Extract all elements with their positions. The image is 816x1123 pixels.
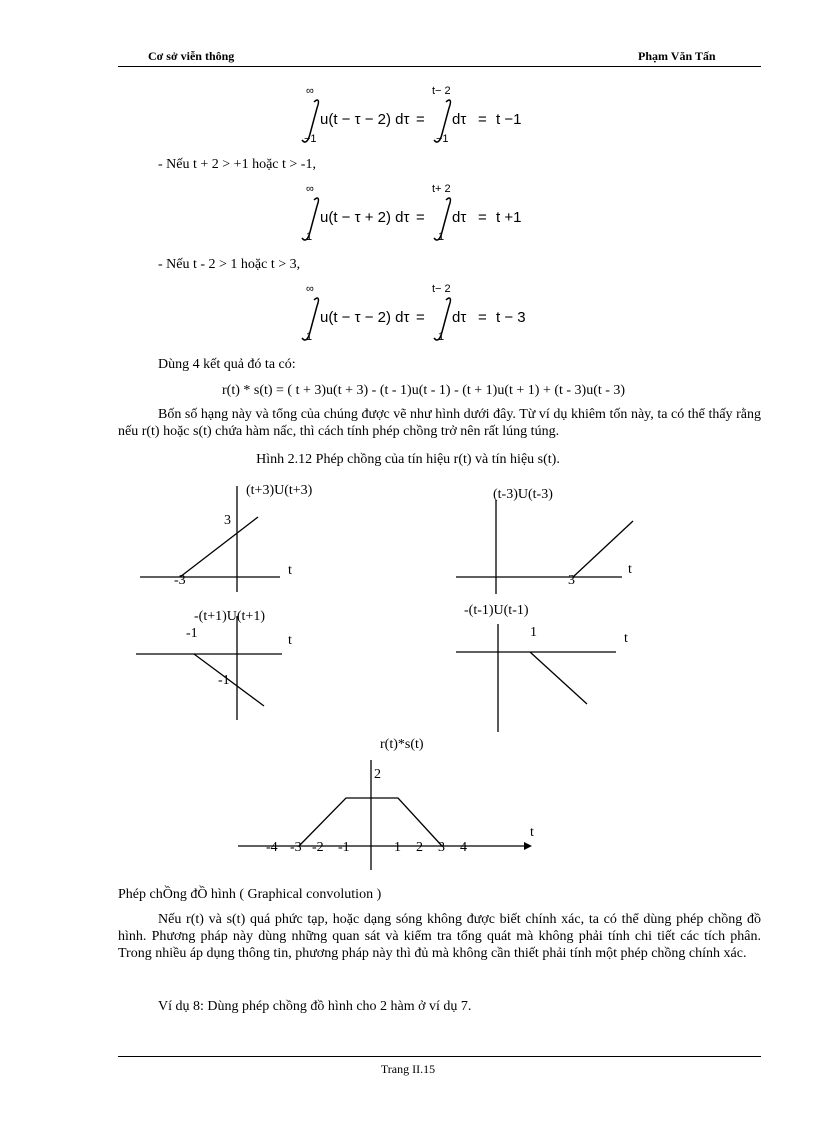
header-author: Phạm Văn Tấn	[638, 49, 716, 63]
eq2-equals2: =	[478, 209, 487, 226]
graph-title: r(t)*s(t)	[380, 737, 424, 752]
graph-title: (t-3)U(t-3)	[493, 487, 553, 502]
eq1-upper2: t− 2	[432, 85, 451, 97]
graph-t-plus-3	[130, 476, 330, 596]
y-tick-label: 3	[224, 513, 231, 528]
paragraph-3: Ví dụ 8: Dùng phép chồng đồ hình cho 2 hàm ở ví dụ 7.	[158, 999, 472, 1014]
eq3-upper2: t− 2	[432, 283, 451, 295]
graph-title: (t+3)U(t+3)	[246, 483, 313, 498]
graph-title: -(t-1)U(t-1)	[464, 603, 529, 618]
ramp-line	[530, 652, 587, 704]
eq1-equals2: =	[478, 111, 487, 128]
eq3-integrand2: dτ	[452, 309, 467, 326]
x-tick-label: -4	[266, 840, 278, 855]
x-tick-label: -1	[338, 840, 350, 855]
y-tick-label: 2	[374, 767, 381, 782]
section-title: Phép chỒng đỒ hình ( Graphical convolution )	[118, 887, 382, 902]
eq3-lower2: 1	[438, 331, 445, 343]
ramp-line	[573, 521, 633, 577]
x-axis-label: t	[628, 562, 632, 577]
eq2-upper2: t+ 2	[432, 183, 451, 195]
eq2-upper: ∞	[306, 183, 314, 195]
eq1-integrand2: dτ	[452, 111, 467, 128]
x-tick-label: 1	[394, 840, 401, 855]
figure-caption: Hình 2.12 Phép chồng của tín hiệu r(t) và tín hiệu s(t).	[256, 452, 560, 467]
eq2-equals: =	[416, 209, 425, 226]
equation-1	[290, 80, 550, 150]
graph-convolution-result	[230, 736, 550, 876]
graph-neg-t-minus-1	[450, 596, 650, 738]
eq2-integrand: u(t − τ + 2) dτ	[320, 209, 410, 226]
eq3-result: t − 3	[496, 309, 526, 326]
graph-t-minus-3	[450, 476, 650, 596]
eq1-integrand: u(t − τ − 2) dτ	[320, 111, 410, 128]
x-tick-label: -2	[312, 840, 324, 855]
header-title: Cơ sở viễn thông	[148, 49, 235, 63]
page-number: Trang II.15	[380, 1062, 436, 1076]
ramp-line	[180, 517, 258, 577]
x-axis-label: t	[530, 825, 534, 840]
eq3-equals2: =	[478, 309, 487, 326]
eq1-lower: −1	[304, 133, 317, 145]
eq3-equals: =	[416, 309, 425, 326]
eq3-integrand: u(t − τ − 2) dτ	[320, 309, 410, 326]
eq2-result: t +1	[496, 209, 522, 226]
x-axis-label: t	[288, 563, 292, 578]
eq2-lower: 1	[306, 231, 313, 243]
equation-3	[290, 278, 550, 348]
case-3-text: - Nếu t - 2 > 1 hoặc t > 3,	[158, 257, 301, 272]
paragraph-1: Bốn số hạng này và tổng của chúng được vẽ như hình dưới đây. Từ ví dụ khiêm tốn này, ta có thể thấy rằng nếu r(t) hoặc s(t) chứa hàm nấc, thì cách tính phép chồng trở nên rất lúng túng.	[118, 407, 761, 439]
use-four-results: Dùng 4 kết quả đó ta có:	[158, 357, 296, 372]
x-tick-label: 2	[416, 840, 423, 855]
graph-neg-t-plus-1	[130, 602, 330, 722]
x-tick-label: 3	[568, 573, 575, 588]
convolution-formula: r(t) * s(t) = ( t + 3)u(t + 3) - (t - 1)u(t - 1) - (t + 1)u(t + 1) + (t - 3)u(t - 3)	[222, 383, 626, 398]
eq2-lower2: 1	[438, 231, 445, 243]
equation-2	[290, 178, 550, 248]
eq1-upper: ∞	[306, 85, 314, 97]
x-tick-label: -3	[174, 573, 186, 588]
x-tick-label: -1	[186, 626, 198, 641]
eq3-lower: 1	[306, 331, 313, 343]
x-axis-arrow	[524, 842, 532, 850]
eq2-integrand2: dτ	[452, 209, 467, 226]
eq1-equals: =	[416, 111, 425, 128]
eq1-lower2: −1	[436, 133, 449, 145]
x-tick-label: 4	[460, 840, 467, 855]
graph-title: -(t+1)U(t+1)	[194, 609, 265, 624]
x-axis-label: t	[624, 631, 628, 646]
footer-rule	[118, 1056, 761, 1057]
eq1-result: t −1	[496, 111, 522, 128]
header-rule	[118, 66, 761, 67]
x-tick-label: 1	[530, 625, 537, 640]
x-axis-label: t	[288, 633, 292, 648]
case-2-text: - Nếu t + 2 > +1 hoặc t > -1,	[158, 157, 316, 172]
x-tick-label: -3	[290, 840, 302, 855]
x-tick-label: 3	[438, 840, 445, 855]
y-tick-label: -1	[218, 673, 230, 688]
paragraph-2: Nếu r(t) và s(t) quá phức tạp, hoặc dạng sóng không được biết chính xác, ta có thể dùng phép chồng đồ hình. Phương pháp này dùng những quan sát và kiểm tra tổng quát mà không phải tính chi tiết các tích phân. Trong nhiều áp dụng thông tin, phương pháp này thì đủ mà không cần thiết phải tính một phép chồng chính xác.	[118, 912, 761, 961]
eq3-upper: ∞	[306, 283, 314, 295]
